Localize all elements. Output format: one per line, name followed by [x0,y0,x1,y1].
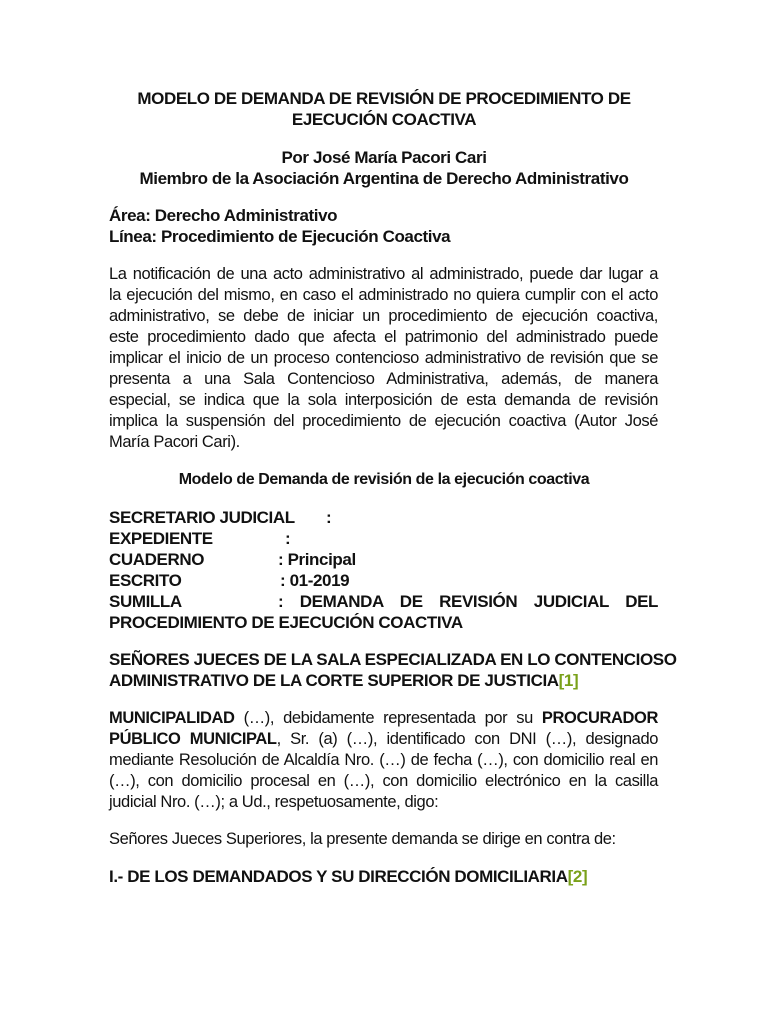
intro-line: implica la suspensión del procedimiento de ejecución coactiva (Autor José [109,412,658,430]
cuaderno-value: : Principal [278,550,356,569]
secretario-value: : [326,508,332,527]
secretario-label: SECRETARIO JUDICIAL [109,508,295,527]
addressee-line-2 [109,670,578,692]
document-title-line-2: EJECUCIÓN COACTIVA [291,110,477,129]
body-line: judicial Nro. (…); a Ud., respetuosamente, digo: [109,793,439,811]
sumilla-value-line-2: PROCEDIMIENTO DE EJECUCIÓN COACTIVA [109,613,463,632]
sumilla-label: SUMILLA [109,592,182,611]
section-1-title: I.- DE LOS DEMANDADOS Y SU DIRECCIÓN DOMICILIARIA [109,867,568,886]
body-text: , Sr. (a) (…), identificado con DNI (…), designado [276,730,658,748]
escrito-label: ESCRITO [109,571,182,590]
author-byline: Por José María Pacori Cari [281,148,487,167]
author-affiliation: Miembro de la Asociación Argentina de Derecho Administrativo [139,169,629,188]
publico-municipal-label: PÚBLICO MUNICIPAL [109,730,277,748]
intro-line: María Pacori Cari). [109,433,240,451]
intro-line: este procedimiento dado que afecta el patrimonio del administrado puede [109,328,658,346]
expediente-label: EXPEDIENTE [109,529,213,548]
linea-label: Línea: Procedimiento de Ejecución Coactiva [109,227,451,246]
cuaderno-label: CUADERNO [109,550,205,569]
area-label: Área: Derecho Administrativo [109,206,338,225]
section-1-heading [109,866,587,888]
model-heading: Modelo de Demanda de revisión de la ejecución coactiva [178,471,590,488]
addressee-text: ADMINISTRATIVO DE LA CORTE SUPERIOR DE JUSTICIA [109,671,559,690]
address-line: Señores Jueces Superiores, la presente demanda se dirige en contra de: [109,830,616,848]
body-line [109,729,658,750]
body-line [109,708,658,729]
document-title-line-1: MODELO DE DEMANDA DE REVISIÓN DE PROCEDIMIENTO DE [137,89,631,108]
procurador-label: PROCURADOR [541,709,658,727]
intro-line: administrativo, se debe de iniciar un procedimiento de ejecución coactiva, [109,307,658,325]
sumilla-value: : DEMANDA DE REVISIÓN JUDICIAL DEL [278,592,658,611]
addressee-line-1: SEÑORES JUECES DE LA SALA ESPECIALIZADA EN LO CONTENCIOSO [109,650,677,669]
body-line: (…), con domicilio procesal en (…), con domicilio electrónico en la casilla [109,772,658,790]
intro-line: presenta a una Sala Contencioso Administrativa, además, de manera [109,370,658,388]
escrito-value: : 01-2019 [280,571,350,590]
footnote-ref-1[interactable]: [1] [558,671,579,690]
expediente-value: : [285,529,291,548]
intro-line: especial, se indica que la sola interposición de esta demanda de revisión [109,391,658,409]
body-text: (…), debidamente representada por su [234,709,542,727]
intro-line: implicar el inicio de un proceso contencioso administrativo de revisión que se [109,349,658,367]
intro-line: La notificación de una acto administrativo al administrado, puede dar lugar a [109,265,658,283]
footnote-ref-2[interactable]: [2] [567,867,588,886]
intro-line: la ejecución del mismo, en caso el administrado no quiera cumplir con el acto [109,286,658,304]
body-line: mediante Resolución de Alcaldía Nro. (…) de fecha (…), con domicilio real en [109,751,658,769]
municipalidad-label: MUNICIPALIDAD [109,709,235,727]
